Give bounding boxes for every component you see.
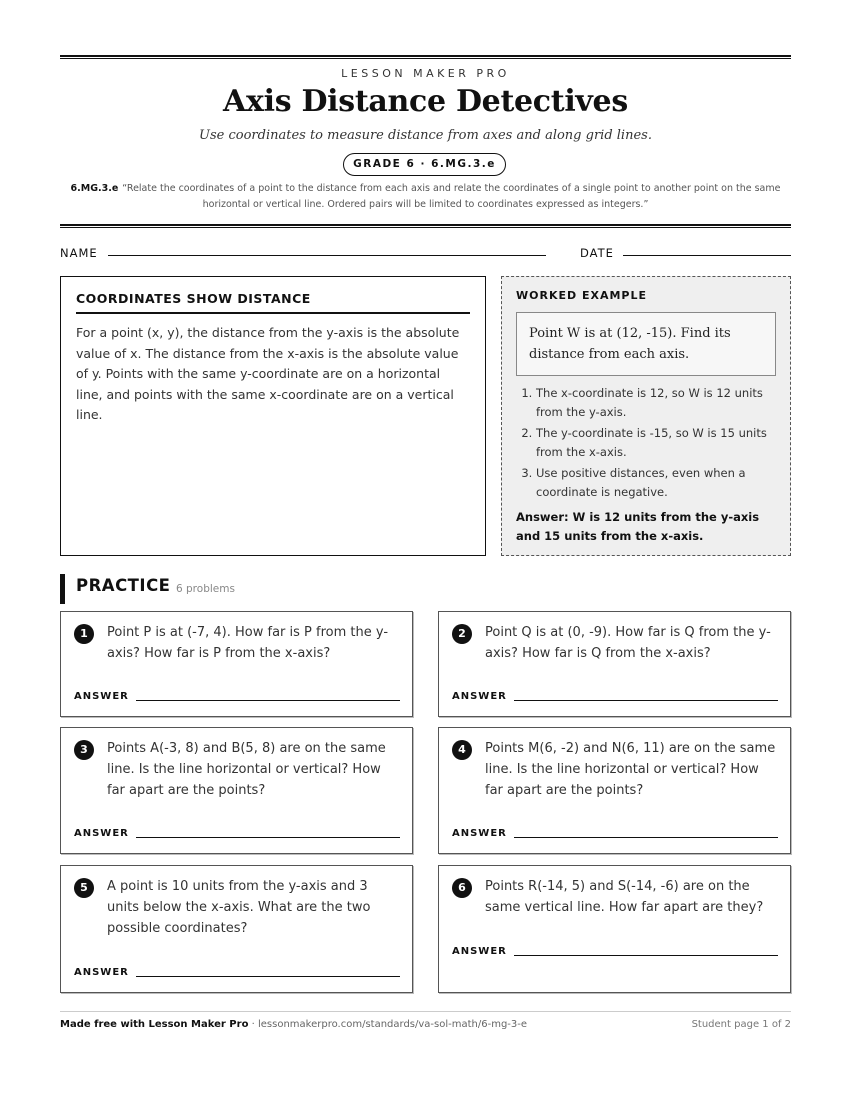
worked-example-title: WORKED EXAMPLE — [516, 289, 647, 302]
worked-example-answer: Answer: W is 12 units from the y-axis and 15 units from the x-axis. — [516, 510, 760, 543]
standard-statement — [60, 181, 791, 213]
answer-label: ANSWER — [452, 691, 507, 702]
problem-number: 3 — [74, 740, 94, 760]
problem-card-2 — [438, 611, 791, 717]
problem-text: A point is 10 units from the y-axis and 3 units below the x-axis. What are the two possible coordinates? — [107, 879, 371, 936]
problem-number: 6 — [452, 878, 472, 898]
standard-code: 6.MG.3.e — [70, 183, 119, 194]
worked-example-box — [501, 276, 791, 556]
worked-example-problem: Point W is at (12, -15). Find its distance from each axis. — [516, 312, 776, 376]
answer-line-6[interactable] — [514, 955, 778, 956]
footer-page-number: Student page 1 of 2 — [691, 1019, 791, 1030]
grade-badge: GRADE 6 · 6.MG.3.e — [343, 153, 506, 176]
header-bottom-rule — [60, 224, 791, 228]
concept-title: COORDINATES SHOW DISTANCE — [76, 291, 470, 314]
worked-example-step: 1. The x-coordinate is 12, so W is 12 units from the y-axis. — [536, 384, 776, 422]
date-label: DATE — [580, 246, 614, 260]
problem-card-4 — [438, 727, 791, 854]
footer-credit — [60, 1019, 527, 1030]
answer-label: ANSWER — [74, 828, 129, 839]
problem-number: 2 — [452, 624, 472, 644]
footer-made-with: Made free with Lesson Maker Pro — [60, 1019, 249, 1030]
answer-label: ANSWER — [74, 691, 129, 702]
answer-line-4[interactable] — [514, 837, 778, 838]
problem-card-1 — [60, 611, 413, 717]
date-field[interactable] — [623, 255, 791, 256]
concept-body: For a point (x, y), the distance from the y-axis is the absolute value of x. The distance from the x-axis is the absolute value of y. Points with the same y-coordinate are on a horizontal line, and points with the same x-coordinate are on a vertical line. — [76, 325, 460, 422]
worked-example-steps — [516, 384, 776, 502]
top-double-rule — [60, 55, 791, 59]
concept-box — [60, 276, 486, 556]
worked-example-step: 3. Use positive distances, even when a coordinate is negative. — [536, 464, 776, 502]
footer-divider — [60, 1011, 791, 1012]
problem-number: 4 — [452, 740, 472, 760]
name-field[interactable] — [108, 255, 546, 256]
problem-text: Point Q is at (0, -9). How far is Q from the y-axis? How far is Q from the x-axis? — [485, 625, 771, 661]
answer-label: ANSWER — [74, 967, 129, 978]
page-title: Axis Distance Detectives — [223, 84, 628, 119]
answer-line-2[interactable] — [514, 700, 778, 701]
problem-text: Points R(-14, 5) and S(-14, -6) are on the same vertical line. How far apart are they? — [485, 879, 764, 915]
practice-title: PRACTICE — [76, 576, 171, 595]
answer-line-1[interactable] — [136, 700, 400, 701]
problem-number: 5 — [74, 878, 94, 898]
answer-label: ANSWER — [452, 946, 507, 957]
answer-line-5[interactable] — [136, 976, 400, 977]
brand-name: LESSON MAKER PRO — [341, 67, 510, 80]
standard-text: “Relate the coordinates of a point to the distance from each axis and relate the coordinates of a single point to another point on the same horizontal or vertical line. Ordered pairs will be limited to coordinates expressed as integers.” — [122, 183, 781, 210]
problem-text: Point P is at (-7, 4). How far is P from the y-axis? How far is P from the x-axis? — [107, 625, 389, 661]
practice-count: 6 problems — [176, 583, 235, 595]
problem-card-3 — [60, 727, 413, 854]
answer-label: ANSWER — [452, 828, 507, 839]
name-label: NAME — [60, 246, 98, 260]
problem-text: Points A(-3, 8) and B(5, 8) are on the same line. Is the line horizontal or vertical? How far apart are the points? — [107, 741, 386, 798]
problem-card-6 — [438, 865, 791, 993]
practice-accent-bar — [60, 574, 65, 604]
answer-line-3[interactable] — [136, 837, 400, 838]
worked-example-step: 2. The y-coordinate is -15, so W is 15 units from the x-axis. — [536, 424, 776, 462]
problem-card-5 — [60, 865, 413, 993]
problem-text: Points M(6, -2) and N(6, 11) are on the same line. Is the line horizontal or vertical? How far apart are the points? — [485, 741, 776, 798]
footer-url[interactable]: · lessonmakerpro.com/standards/va-sol-math/6-mg-3-e — [251, 1019, 528, 1030]
problem-number: 1 — [74, 624, 94, 644]
page-subtitle: Use coordinates to measure distance from axes and along grid lines. — [199, 128, 652, 143]
